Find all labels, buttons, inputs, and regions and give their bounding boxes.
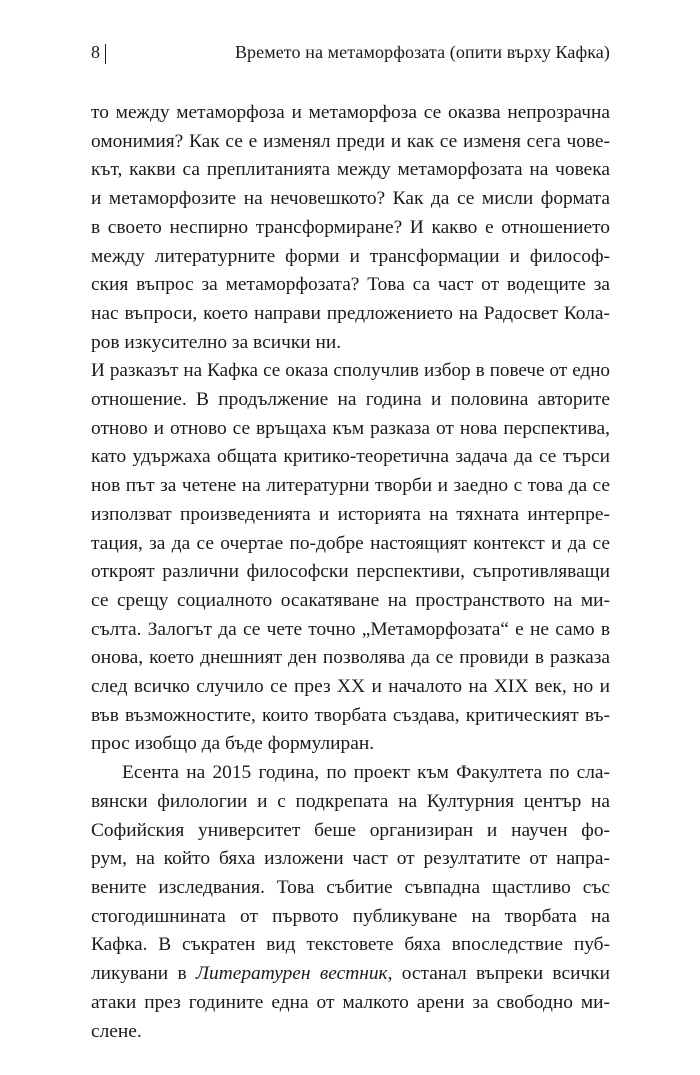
text-line: онова, което днешният ден позволява да се провиди в разказа <box>91 647 610 669</box>
text-line: като удържаха общата критико-теоретична задача да се търси <box>91 446 610 468</box>
text-line: се срещу социалното осакатяване на пространството на ми- <box>91 589 610 611</box>
text-fragment: , останал въпреки всички <box>387 963 611 985</box>
text-line: отново и отново се връщаха към разказа от нова перспектива, <box>91 417 610 439</box>
text-line: отношение. В продължение на година и половина авторите <box>91 389 610 411</box>
running-title: Времето на метаморфозата (опити върху Кафка) <box>234 42 610 62</box>
text-line: в своето неспирно трансформиране? И какво е отношението <box>91 216 610 238</box>
text-line: и метаморфозите на нечовешкото? Как да се мисли формата <box>91 188 610 210</box>
text-line: омонимия? Как се е изменял преди и как се изменя сега чове- <box>91 130 610 152</box>
text-line: вянски филологии и с подкрепата на Културния център на <box>91 790 610 812</box>
text-line: между литературните форми и трансформации и философ- <box>91 245 610 267</box>
text-line: Есента на 2015 година, по проект към Факултета по сла- <box>122 762 610 784</box>
text-line: вените изследвания. Това събитие съвпадна щастливо със <box>91 876 610 898</box>
running-header <box>91 42 610 72</box>
text-line: ров изкусително за всички ни. <box>91 331 342 353</box>
text-line: сълта. Залогът да се чете точно „Метаморфозата“ е не само в <box>91 618 610 640</box>
text-line: стогодишнината от първото публикуване на творбата на <box>91 905 610 927</box>
text-fragment: ликувани в <box>91 963 196 985</box>
text-line: то между метаморфоза и метаморфоза се оказва непрозрачна <box>91 102 610 123</box>
text-line: слене. <box>91 1020 142 1042</box>
body-text <box>91 99 610 1046</box>
paragraph-3 <box>91 759 610 1046</box>
text-line: И разказът на Кафка се оказа сполучлив избор в повече от едно <box>91 360 610 382</box>
text-line: нас въпроси, което направи предложението на Радосвет Кола- <box>91 302 610 324</box>
text-line: Софийския университет беше организиран и научен фо- <box>91 819 610 841</box>
header-divider <box>105 44 106 64</box>
text-line: нов път за четене на литературни творби и заедно с това да се <box>91 475 610 497</box>
text-line: откроят различни философски перспективи, съпротивляващи <box>91 561 610 583</box>
text-line: прос изобщо да бъде формулиран. <box>91 733 375 755</box>
text-line: тация, за да се очертае по-добре настоящият контекст и да се <box>91 532 610 554</box>
text-line: след всичко случило се през XX и началото на XIX век, но и <box>91 676 610 698</box>
paragraph-1 <box>91 99 610 357</box>
text-line: използват произведенията и историята на тяхната интерпре- <box>91 503 610 525</box>
text-line-with-italic <box>91 960 610 989</box>
text-line: кът, какви са преплитанията между метаморфозата на човека <box>91 159 610 181</box>
italic-title: Литературен вестник <box>195 963 388 985</box>
text-line: във възможностите, които творбата създава, критическият въ- <box>91 704 610 726</box>
text-line: рум, на който бяха изложени част от резултатите от напра- <box>91 848 610 870</box>
page-number: 8 <box>91 42 100 62</box>
text-line: атаки през годините една от малкото арени за свободно ми- <box>91 991 610 1013</box>
paragraph-2 <box>91 357 610 759</box>
text-line: Кафка. В съкратен вид текстовете бяха впоследствие пуб- <box>91 934 610 956</box>
text-line: ския въпрос за метаморфозата? Това са част от водещите за <box>91 274 610 296</box>
